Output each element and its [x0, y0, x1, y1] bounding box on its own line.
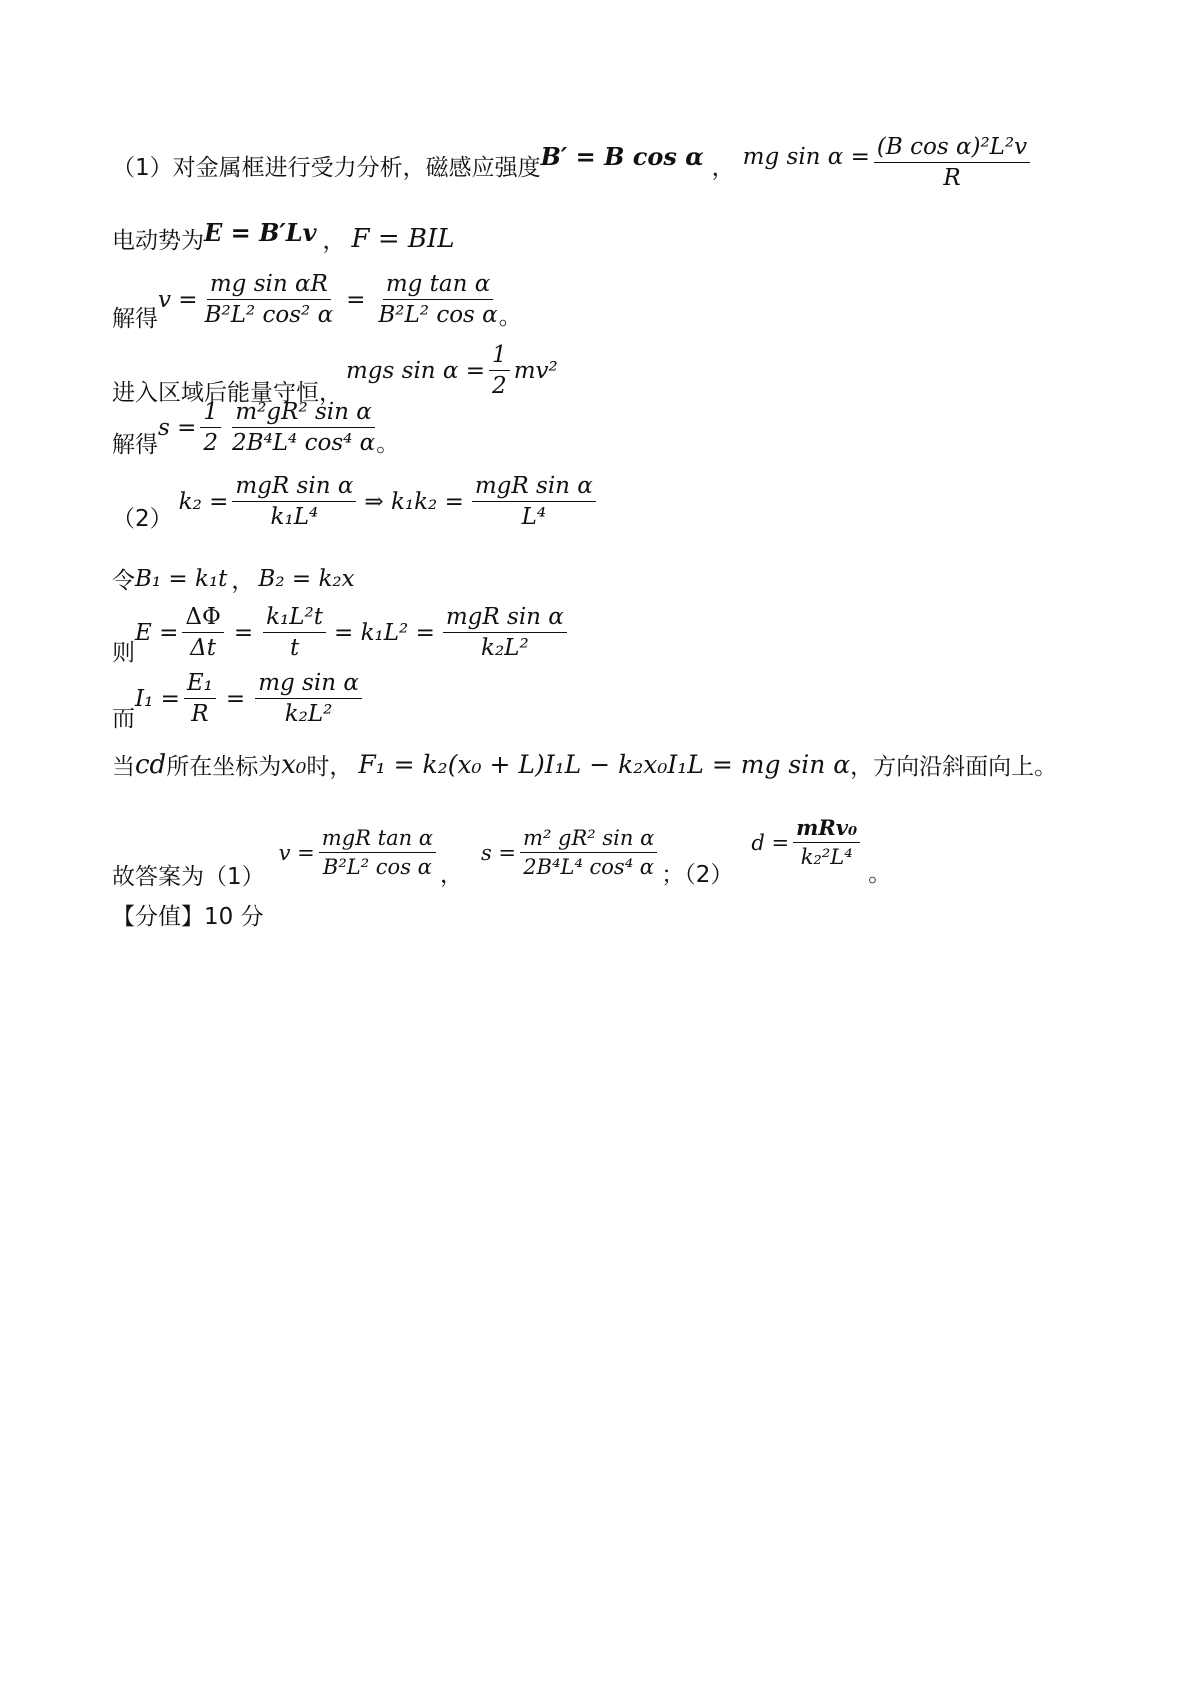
line-3: [112, 266, 522, 333]
line-11-num-1: mgR tan α: [319, 826, 436, 853]
line-11-num-3: mRv₀: [793, 816, 860, 843]
line-9-eq: =: [225, 685, 246, 712]
line-8-fraction-3: [443, 604, 567, 662]
line-10-cd: cd: [135, 749, 167, 780]
line-5-fraction-2: [229, 399, 378, 457]
line-3-num-2: mg tan α: [383, 271, 493, 300]
line-6-num-1: mgR sin α: [232, 473, 356, 502]
line-9: [112, 664, 366, 733]
line-6-fraction-2: [472, 473, 596, 531]
line-7-eq-2: B₂ = k₂x: [258, 565, 355, 592]
line-3-num-1: mg sin αR: [207, 271, 331, 300]
line-3-fraction-1: [202, 271, 337, 329]
line-8-den-1: Δt: [190, 635, 217, 661]
line-10-text-2: 所在坐标为: [166, 754, 282, 780]
line-1-comma: ，: [711, 155, 735, 182]
line-10-text-1: 当: [112, 754, 135, 780]
line-4-num: 1: [489, 342, 510, 371]
line-1-fraction: [874, 134, 1030, 192]
line-11-end: 。: [868, 861, 892, 887]
line-6-fraction-1: [232, 473, 356, 531]
line-8: [112, 598, 571, 667]
line-4-fraction: [489, 342, 510, 400]
line-8-num-1: ΔΦ: [182, 604, 223, 633]
line-2-comma: ，: [322, 228, 346, 254]
line-8-num-3: mgR sin α: [443, 604, 567, 633]
line-5-num-1: 1: [200, 399, 221, 428]
line-4-den: 2: [492, 373, 507, 399]
line-11-lhs-2: s =: [480, 840, 517, 865]
line-9-den-2: k₂L²: [284, 701, 333, 727]
line-11-comma: ，: [439, 862, 463, 888]
line-6-num-2: mgR sin α: [472, 473, 596, 502]
line-7-text: 令: [112, 568, 135, 594]
line-6-text: （2）: [112, 506, 173, 532]
line-11-den-2: 2B⁴L⁴ cos⁴ α: [523, 855, 654, 879]
line-11-text: 故答案为（1）: [112, 864, 265, 890]
line-8-eq-1: =: [233, 619, 254, 646]
line-3-lhs: v =: [158, 286, 198, 313]
line-11-semi: ；（2）: [661, 862, 734, 888]
line-11: [112, 814, 891, 891]
line-11-fraction-3: [793, 816, 860, 869]
line-11-lhs-3: d =: [751, 830, 790, 855]
line-1-den: R: [943, 165, 961, 192]
line-2-text: 电动势为: [112, 228, 204, 254]
line-8-den-3: k₂L²: [481, 635, 529, 661]
line-3-eq: =: [346, 286, 366, 313]
line-5: [112, 396, 399, 459]
line-5-lhs: s =: [158, 414, 197, 441]
line-9-den-1: R: [191, 701, 209, 727]
line-3-den-1: B²L² cos² α: [204, 302, 334, 328]
line-9-lhs: I₁ =: [135, 685, 180, 712]
line-10-text-3: 时，: [306, 754, 353, 780]
line-6-mid: ⇒ k₁k₂ =: [364, 488, 464, 515]
line-1-eq-b: B′ = B cos α: [540, 142, 704, 172]
line-5-text: 解得: [112, 432, 158, 458]
line-1: [112, 134, 1034, 192]
line-5-num-2: m²gR² sin α: [232, 399, 374, 428]
line-8-den-2: t: [289, 635, 300, 661]
line-7-eq-1: B₁ = k₁t: [135, 565, 228, 592]
line-3-text: 解得: [112, 306, 158, 332]
line-9-num-2: mg sin α: [255, 670, 362, 699]
line-9-text: 而: [112, 706, 135, 732]
line-7-comma: ，: [231, 568, 255, 594]
line-8-mid: = k₁L² =: [334, 619, 435, 646]
line-11-num-2: m² gR² sin α: [520, 826, 657, 853]
line-3-den-2: B²L² cos α: [378, 302, 498, 328]
line-8-text: 则: [112, 640, 135, 666]
line-9-num-1: E₁: [184, 670, 216, 699]
line-10-x0: x₀: [281, 749, 307, 780]
line-1-text: （1）对金属框进行受力分析，磁感应强度: [112, 155, 541, 182]
line-10-eq: F₁ = k₂(x₀ + L)I₁L − k₂x₀I₁L = mg sin α: [358, 750, 851, 779]
line-9-fraction-1: [184, 670, 216, 728]
line-10-text-4: ，方向沿斜面向上。: [850, 754, 1058, 780]
line-6: [112, 470, 600, 533]
line-3-end: 。: [498, 304, 522, 330]
line-5-end: 。: [376, 431, 400, 457]
line-1-num: (B cos α)²L²v: [874, 134, 1030, 163]
line-4-rhs: mv²: [513, 357, 558, 384]
line-2: [112, 218, 455, 255]
line-8-lhs: E =: [135, 619, 179, 646]
line-8-fraction-2: [263, 604, 326, 662]
score-label: 【分值】10 分: [112, 904, 264, 930]
line-9-fraction-2: [255, 670, 362, 728]
line-11-fraction-2: [520, 826, 657, 879]
line-5-fraction-1: [200, 399, 221, 457]
line-3-fraction-2: [375, 271, 500, 329]
line-5-den-2: 2B⁴L⁴ cos⁴ α: [232, 430, 376, 456]
line-6-lhs: k₂ =: [178, 488, 229, 515]
line-4-text: 进入区域后能量守恒，: [112, 380, 342, 406]
line-7: [112, 562, 355, 595]
line-6-den-1: k₁L⁴: [270, 504, 319, 530]
line-10: [112, 748, 1057, 781]
line-2-eq-f: F = BIL: [351, 223, 455, 254]
line-8-fraction-1: [182, 604, 223, 662]
line-11-lhs-1: v =: [278, 840, 315, 865]
line-11-den-3: k₂²L⁴: [800, 845, 853, 869]
line-8-num-2: k₁L²t: [263, 604, 326, 633]
line-1-lhs: mg sin α =: [742, 143, 870, 170]
line-5-den-1: 2: [203, 430, 219, 456]
line-12: [112, 898, 264, 931]
line-11-fraction-1: [319, 826, 436, 879]
line-4-lhs: mgs sin α =: [346, 357, 486, 384]
line-11-den-1: B²L² cos α: [322, 855, 432, 879]
line-2-eq-e: E = B′Lv: [204, 218, 317, 247]
line-6-den-2: L⁴: [521, 504, 547, 530]
